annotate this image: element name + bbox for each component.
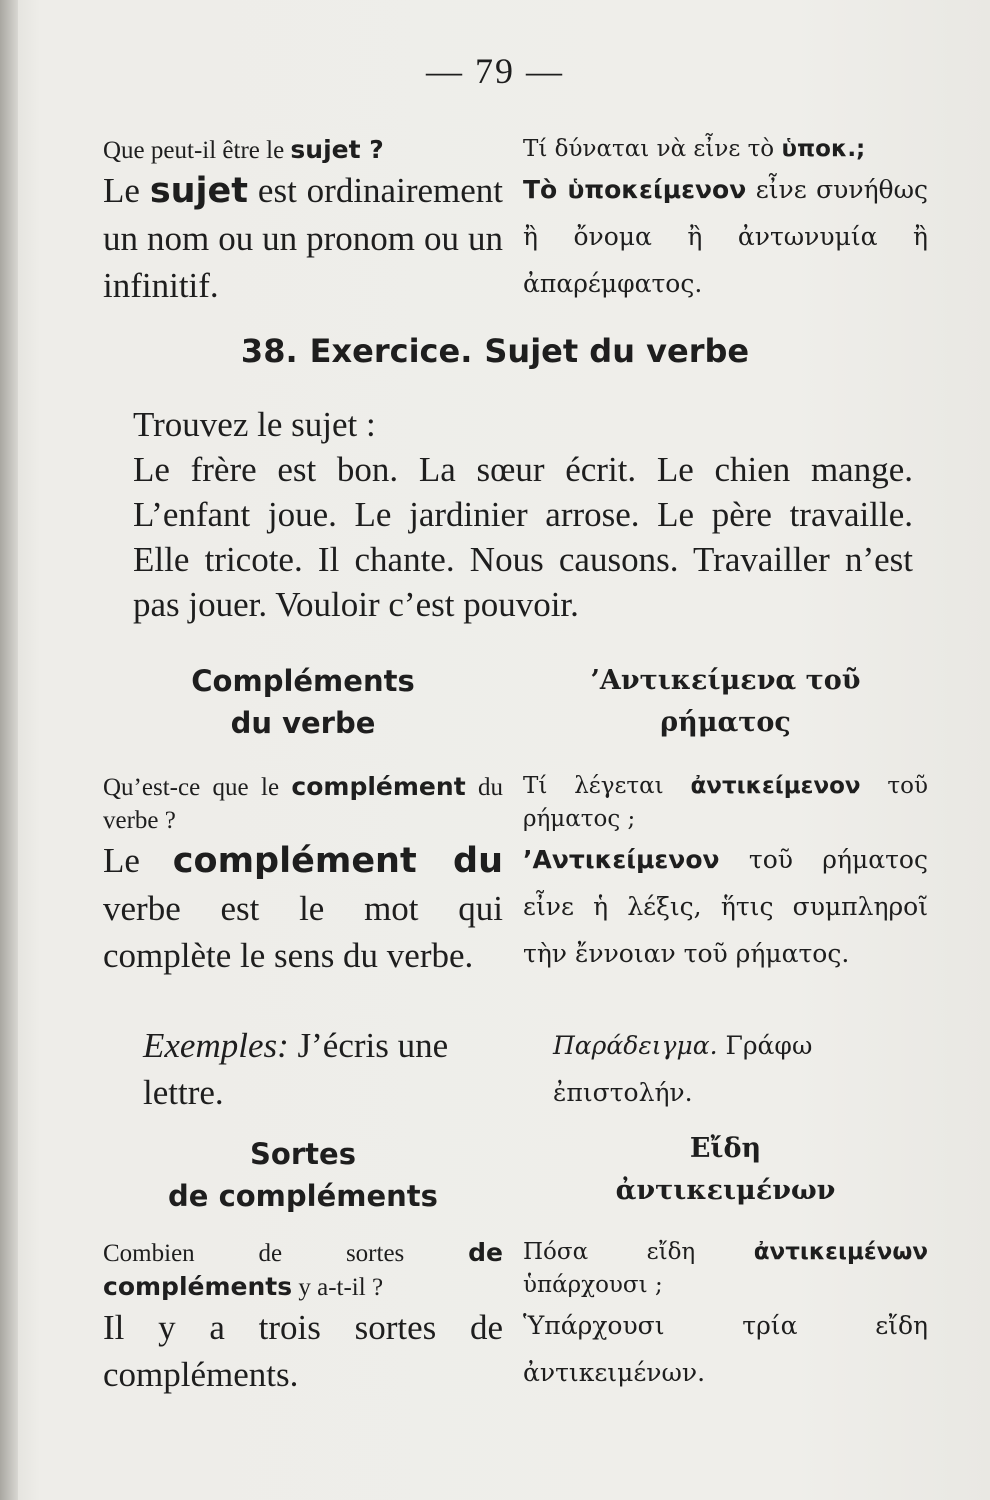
gr-sortes-question: Πόσα εἴδη ἀντικειμένων ὑπάρχουσι ;	[523, 1239, 928, 1298]
fr-example: Exemples: J’écris une lettre.	[143, 1026, 449, 1112]
gr-complements-heading: ’Αντικείμενα τοῦ ρήματος	[590, 665, 861, 738]
page-fold-shadow	[0, 0, 18, 1500]
fr-sortes-question: Combien de sortes de compléments y a-t-il ?	[103, 1238, 503, 1301]
gr-complement-question: Τί λέγεται ἀντικείμενον τοῦ ρήματος ;	[523, 773, 928, 832]
fr-sortes-heading: Sortes de compléments	[168, 1137, 438, 1213]
gr-sortes-answer: Ὑπάρχουσι τρία εἴδη ἀντικειμένων.	[523, 1311, 928, 1387]
exercise-title: 38. Exercice. Sujet du verbe	[240, 332, 750, 370]
gr-complement-answer: ’Αντικείμενον τοῦ ρήματος εἶνε ἡ λέξις, ἥτις συμπληροῖ τὴν ἔννοιαν τοῦ ρήματος.	[523, 845, 928, 968]
gr-sortes-block	[523, 1236, 928, 1396]
gr-sujet-question: Τί δύναται νὰ εἶνε τὸ ὑποκ.;	[523, 136, 866, 162]
gr-sujet-answer: Τὸ ὑποκείμενον εἶνε συνήθως ἢ ὄνομα ἢ ἀντωνυμία ἢ ἀπαρέμφατος.	[523, 175, 928, 298]
fr-sujet-block	[103, 133, 503, 309]
gr-sortes-heading: Εἴδη ἀντικειμένων	[615, 1133, 836, 1206]
fr-sujet-answer: Le sujet est ordinairement un nom ou un pronom ou un infinitif.	[103, 171, 503, 305]
fr-complement-question: Qu’est-ce que le complément du verbe ?	[103, 772, 504, 834]
gr-example: Παράδειγμα. Γράφω ἐπιστολήν.	[553, 1031, 813, 1107]
fr-complements-heading: Compléments du verbe	[191, 664, 415, 740]
exercise-instruction: Trouvez le sujet :	[133, 405, 376, 444]
fr-complement-block	[103, 770, 503, 979]
fr-complement-answer: Le complément du verbe est le mot qui complète le sens du verbe.	[103, 841, 503, 975]
gr-complement-block	[523, 770, 928, 977]
fr-sortes-answer: Il y a trois sortes de compléments.	[103, 1308, 503, 1394]
fr-sujet-question: Que peut-il être le sujet ?	[103, 135, 384, 164]
page-number: — 79 —	[426, 51, 564, 91]
fr-sortes-block	[103, 1236, 503, 1398]
exercise-body	[103, 402, 913, 627]
gr-sujet-block	[523, 133, 928, 307]
exercise-text: Le frère est bon. La sœur écrit. Le chien mange. L’enfant joue. Le jardinier arrose. Le père travaille. Elle tricote. Il chante. Nous causons. Travailler n’est pas jouer. Vouloir c’est pouvoir.	[133, 450, 913, 624]
